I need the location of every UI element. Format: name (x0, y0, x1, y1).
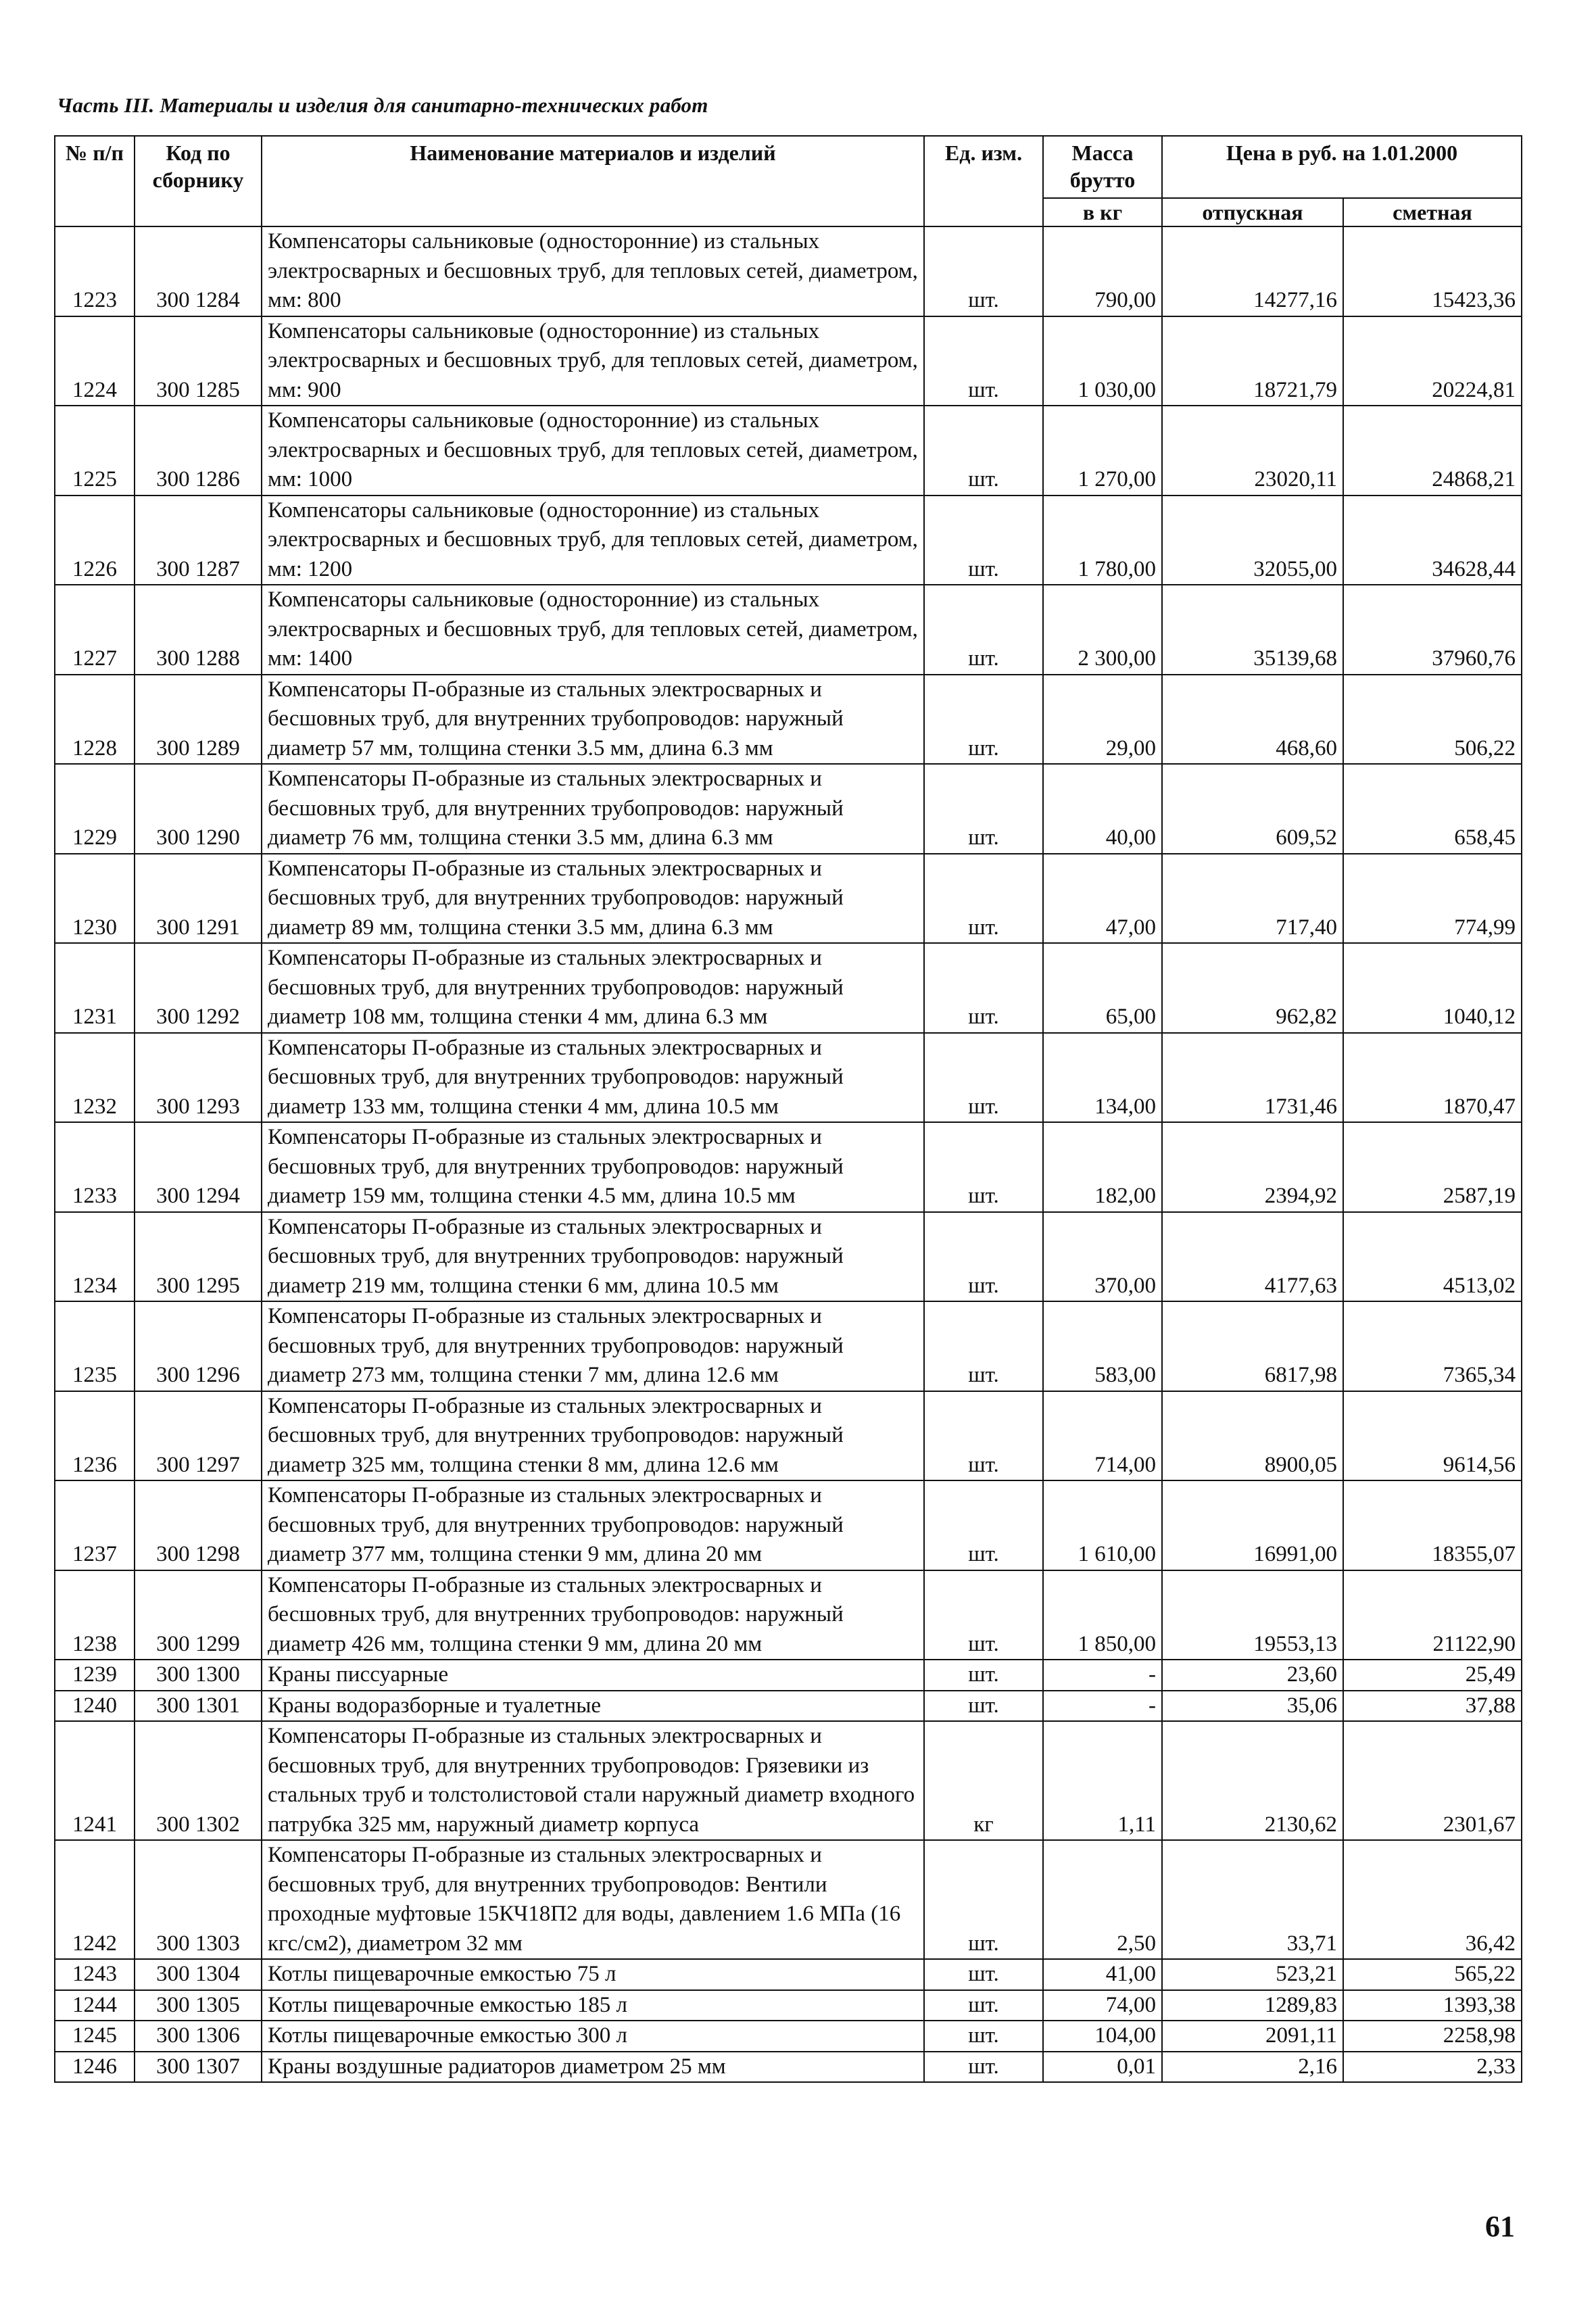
cell-mass: 583,00 (1043, 1301, 1162, 1391)
cell-price: 14277,16 (1162, 226, 1343, 316)
cell-unit: шт. (924, 1033, 1043, 1123)
cell-price: 2,16 (1162, 2052, 1343, 2083)
cell-estimate: 21122,90 (1343, 1570, 1522, 1660)
cell-estimate: 34628,44 (1343, 496, 1522, 585)
cell-name: Краны водоразборные и туалетные (262, 1691, 924, 1722)
column-header-num: № п/п (55, 136, 135, 226)
cell-unit: шт. (924, 406, 1043, 496)
table-row (55, 1033, 1522, 1123)
cell-num: 1226 (55, 496, 135, 585)
cell-price: 2130,62 (1162, 1721, 1343, 1840)
table-row (55, 1570, 1522, 1660)
cell-estimate: 9614,56 (1343, 1391, 1522, 1481)
cell-num: 1235 (55, 1301, 135, 1391)
cell-num: 1246 (55, 2052, 135, 2083)
table-row (55, 943, 1522, 1033)
cell-estimate: 2301,67 (1343, 1721, 1522, 1840)
cell-code: 300 1296 (135, 1301, 262, 1391)
cell-name: Компенсаторы сальниковые (односторонние) из стальных электросварных и бесшовных труб, для тепловых сетей, диаметром, мм: 1200 (262, 496, 924, 585)
cell-mass: 790,00 (1043, 226, 1162, 316)
cell-price: 35139,68 (1162, 585, 1343, 675)
cell-price: 523,21 (1162, 1959, 1343, 1990)
cell-num: 1233 (55, 1122, 135, 1212)
cell-name: Краны писсуарные (262, 1660, 924, 1691)
cell-price: 2394,92 (1162, 1122, 1343, 1212)
cell-price: 23,60 (1162, 1660, 1343, 1691)
column-header-unit: Ед. изм. (924, 136, 1043, 226)
cell-name: Котлы пищеварочные емкостью 75 л (262, 1959, 924, 1990)
cell-estimate: 24868,21 (1343, 406, 1522, 496)
cell-unit: шт. (924, 1691, 1043, 1722)
cell-num: 1237 (55, 1480, 135, 1570)
table-row (55, 1721, 1522, 1840)
cell-name: Компенсаторы сальниковые (односторонние) из стальных электросварных и бесшовных труб, для тепловых сетей, диаметром, мм: 800 (262, 226, 924, 316)
cell-price: 35,06 (1162, 1691, 1343, 1722)
cell-num: 1232 (55, 1033, 135, 1123)
cell-name: Компенсаторы сальниковые (односторонние) из стальных электросварных и бесшовных труб, для тепловых сетей, диаметром, мм: 900 (262, 316, 924, 406)
cell-estimate: 7365,34 (1343, 1301, 1522, 1391)
cell-estimate: 1040,12 (1343, 943, 1522, 1033)
cell-mass: 40,00 (1043, 764, 1162, 854)
cell-code: 300 1301 (135, 1691, 262, 1722)
cell-num: 1244 (55, 1990, 135, 2021)
page-number: 61 (1485, 2210, 1515, 2243)
cell-unit: шт. (924, 2052, 1043, 2083)
cell-name: Компенсаторы П-образные из стальных электросварных и бесшовных труб, для внутренних трубопроводов: наружный диаметр 76 мм, толщина стенки 3.5 мм, длина 6.3 мм (262, 764, 924, 854)
cell-mass: 370,00 (1043, 1212, 1162, 1302)
cell-estimate: 20224,81 (1343, 316, 1522, 406)
cell-name: Компенсаторы П-образные из стальных электросварных и бесшовных труб, для внутренних трубопроводов: наружный диаметр 377 мм, толщина стенки 9 мм, длина 20 мм (262, 1480, 924, 1570)
table-row (55, 1660, 1522, 1691)
table-row (55, 1301, 1522, 1391)
cell-unit: шт. (924, 2021, 1043, 2052)
cell-code: 300 1294 (135, 1122, 262, 1212)
cell-unit: шт. (924, 1660, 1043, 1691)
cell-unit: шт. (924, 1480, 1043, 1570)
cell-num: 1240 (55, 1691, 135, 1722)
cell-name: Компенсаторы П-образные из стальных электросварных и бесшовных труб, для внутренних трубопроводов: наружный диаметр 133 мм, толщина стенки 4 мм, длина 10.5 мм (262, 1033, 924, 1123)
cell-estimate: 2587,19 (1343, 1122, 1522, 1212)
cell-unit: шт. (924, 226, 1043, 316)
cell-num: 1241 (55, 1721, 135, 1840)
cell-mass: 1 610,00 (1043, 1480, 1162, 1570)
cell-estimate: 506,22 (1343, 675, 1522, 765)
cell-price: 962,82 (1162, 943, 1343, 1033)
cell-num: 1243 (55, 1959, 135, 1990)
cell-code: 300 1293 (135, 1033, 262, 1123)
cell-price: 33,71 (1162, 1840, 1343, 1959)
cell-estimate: 1393,38 (1343, 1990, 1522, 2021)
table-row (55, 764, 1522, 854)
cell-unit: шт. (924, 675, 1043, 765)
cell-unit: шт. (924, 1990, 1043, 2021)
table-row (55, 585, 1522, 675)
cell-mass: 1 850,00 (1043, 1570, 1162, 1660)
cell-code: 300 1306 (135, 2021, 262, 2052)
cell-name: Компенсаторы сальниковые (односторонние) из стальных электросварных и бесшовных труб, для тепловых сетей, диаметром, мм: 1400 (262, 585, 924, 675)
cell-estimate: 658,45 (1343, 764, 1522, 854)
cell-name: Компенсаторы П-образные из стальных электросварных и бесшовных труб, для внутренних трубопроводов: наружный диаметр 108 мм, толщина стенки 4 мм, длина 6.3 мм (262, 943, 924, 1033)
cell-unit: шт. (924, 1840, 1043, 1959)
cell-mass: 74,00 (1043, 1990, 1162, 2021)
cell-code: 300 1289 (135, 675, 262, 765)
cell-name: Компенсаторы П-образные из стальных электросварных и бесшовных труб, для внутренних трубопроводов: наружный диаметр 273 мм, толщина стенки 7 мм, длина 12.6 мм (262, 1301, 924, 1391)
cell-num: 1225 (55, 406, 135, 496)
cell-estimate: 15423,36 (1343, 226, 1522, 316)
cell-name: Компенсаторы П-образные из стальных электросварных и бесшовных труб, для внутренних трубопроводов: наружный диаметр 89 мм, толщина стенки 3.5 мм, длина 6.3 мм (262, 854, 924, 944)
cell-num: 1234 (55, 1212, 135, 1302)
cell-mass: 1 780,00 (1043, 496, 1162, 585)
cell-mass: - (1043, 1691, 1162, 1722)
cell-num: 1227 (55, 585, 135, 675)
table-row (55, 2052, 1522, 2083)
cell-unit: кг (924, 1721, 1043, 1840)
cell-unit: шт. (924, 585, 1043, 675)
cell-estimate: 18355,07 (1343, 1480, 1522, 1570)
cell-price: 4177,63 (1162, 1212, 1343, 1302)
cell-name: Компенсаторы П-образные из стальных электросварных и бесшовных труб, для внутренних трубопроводов: Грязевики из стальных труб и толстолистовой стали наружный диаметр входного патрубка 325 мм, наружный диаметр корпуса (262, 1721, 924, 1840)
cell-estimate: 1870,47 (1343, 1033, 1522, 1123)
cell-name: Компенсаторы П-образные из стальных электросварных и бесшовных труб, для внутренних трубопроводов: наружный диаметр 325 мм, толщина стенки 8 мм, длина 12.6 мм (262, 1391, 924, 1481)
cell-code: 300 1297 (135, 1391, 262, 1481)
cell-price: 468,60 (1162, 675, 1343, 765)
cell-estimate: 774,99 (1343, 854, 1522, 944)
cell-mass: 1,11 (1043, 1721, 1162, 1840)
cell-mass: 41,00 (1043, 1959, 1162, 1990)
cell-price: 609,52 (1162, 764, 1343, 854)
cell-unit: шт. (924, 316, 1043, 406)
cell-price: 19553,13 (1162, 1570, 1343, 1660)
cell-estimate: 2258,98 (1343, 2021, 1522, 2052)
cell-mass: 714,00 (1043, 1391, 1162, 1481)
table-row (55, 1959, 1522, 1990)
column-header-estimate: сметная (1343, 198, 1522, 226)
cell-num: 1236 (55, 1391, 135, 1481)
cell-name: Компенсаторы П-образные из стальных электросварных и бесшовных труб, для внутренних трубопроводов: наружный диаметр 57 мм, толщина стенки 3.5 мм, длина 6.3 мм (262, 675, 924, 765)
cell-unit: шт. (924, 764, 1043, 854)
cell-num: 1223 (55, 226, 135, 316)
cell-mass: 2 300,00 (1043, 585, 1162, 675)
cell-estimate: 37,88 (1343, 1691, 1522, 1722)
cell-code: 300 1305 (135, 1990, 262, 2021)
table-row (55, 1480, 1522, 1570)
cell-mass: 1 270,00 (1043, 406, 1162, 496)
cell-name: Котлы пищеварочные емкостью 185 л (262, 1990, 924, 2021)
cell-unit: шт. (924, 943, 1043, 1033)
column-header-name: Наименование материалов и изделий (262, 136, 924, 226)
cell-code: 300 1290 (135, 764, 262, 854)
cell-name: Компенсаторы П-образные из стальных электросварных и бесшовных труб, для внутренних трубопроводов: наружный диаметр 219 мм, толщина стенки 6 мм, длина 10.5 мм (262, 1212, 924, 1302)
column-header-mass: Масса брутто (1043, 136, 1162, 198)
cell-price: 717,40 (1162, 854, 1343, 944)
table-row (55, 675, 1522, 765)
cell-code: 300 1300 (135, 1660, 262, 1691)
cell-mass: - (1043, 1660, 1162, 1691)
cell-unit: шт. (924, 1959, 1043, 1990)
cell-estimate: 25,49 (1343, 1660, 1522, 1691)
table-row (55, 1391, 1522, 1481)
table-row (55, 2021, 1522, 2052)
cell-price: 23020,11 (1162, 406, 1343, 496)
cell-price: 16991,00 (1162, 1480, 1343, 1570)
column-header-code: Код по сборнику (135, 136, 262, 226)
cell-estimate: 565,22 (1343, 1959, 1522, 1990)
cell-price: 8900,05 (1162, 1391, 1343, 1481)
cell-price: 18721,79 (1162, 316, 1343, 406)
cell-price: 1289,83 (1162, 1990, 1343, 2021)
cell-code: 300 1302 (135, 1721, 262, 1840)
cell-num: 1230 (55, 854, 135, 944)
table-row (55, 1691, 1522, 1722)
cell-code: 300 1307 (135, 2052, 262, 2083)
page-header: Часть III. Материалы и изделия для санитарно-технических работ (57, 93, 708, 117)
cell-estimate: 36,42 (1343, 1840, 1522, 1959)
cell-code: 300 1304 (135, 1959, 262, 1990)
table-row (55, 1122, 1522, 1212)
cell-code: 300 1295 (135, 1212, 262, 1302)
cell-num: 1224 (55, 316, 135, 406)
table-row (55, 1990, 1522, 2021)
cell-mass: 0,01 (1043, 2052, 1162, 2083)
cell-price: 32055,00 (1162, 496, 1343, 585)
cell-estimate: 37960,76 (1343, 585, 1522, 675)
table-row (55, 316, 1522, 406)
column-header-price-group: Цена в руб. на 1.01.2000 (1162, 136, 1522, 198)
cell-name: Краны воздушные радиаторов диаметром 25 мм (262, 2052, 924, 2083)
cell-mass: 104,00 (1043, 2021, 1162, 2052)
cell-num: 1245 (55, 2021, 135, 2052)
column-header-price: отпускная (1162, 198, 1343, 226)
cell-mass: 29,00 (1043, 675, 1162, 765)
cell-mass: 182,00 (1043, 1122, 1162, 1212)
cell-code: 300 1291 (135, 854, 262, 944)
cell-unit: шт. (924, 854, 1043, 944)
table-row (55, 1840, 1522, 1959)
cell-code: 300 1299 (135, 1570, 262, 1660)
table-row (55, 406, 1522, 496)
cell-name: Котлы пищеварочные емкостью 300 л (262, 2021, 924, 2052)
cell-unit: шт. (924, 1122, 1043, 1212)
table-row (55, 1212, 1522, 1302)
cell-name: Компенсаторы сальниковые (односторонние) из стальных электросварных и бесшовных труб, для тепловых сетей, диаметром, мм: 1000 (262, 406, 924, 496)
cell-code: 300 1288 (135, 585, 262, 675)
cell-name: Компенсаторы П-образные из стальных электросварных и бесшовных труб, для внутренних трубопроводов: Вентили проходные муфтовые 15КЧ18П2 для воды, давлением 1.6 МПа (16 кгс/см2), диаметром 32 мм (262, 1840, 924, 1959)
table-body (55, 226, 1522, 2082)
cell-code: 300 1284 (135, 226, 262, 316)
cell-price: 1731,46 (1162, 1033, 1343, 1123)
cell-mass: 65,00 (1043, 943, 1162, 1033)
cell-unit: шт. (924, 1301, 1043, 1391)
cell-code: 300 1303 (135, 1840, 262, 1959)
cell-num: 1238 (55, 1570, 135, 1660)
price-table (54, 135, 1522, 2083)
column-header-mass-unit: в кг (1043, 198, 1162, 226)
cell-price: 2091,11 (1162, 2021, 1343, 2052)
cell-name: Компенсаторы П-образные из стальных электросварных и бесшовных труб, для внутренних трубопроводов: наружный диаметр 159 мм, толщина стенки 4.5 мм, длина 10.5 мм (262, 1122, 924, 1212)
cell-code: 300 1292 (135, 943, 262, 1033)
cell-code: 300 1285 (135, 316, 262, 406)
cell-unit: шт. (924, 1391, 1043, 1481)
cell-mass: 1 030,00 (1043, 316, 1162, 406)
cell-num: 1242 (55, 1840, 135, 1959)
cell-price: 6817,98 (1162, 1301, 1343, 1391)
cell-num: 1229 (55, 764, 135, 854)
cell-num: 1228 (55, 675, 135, 765)
cell-mass: 134,00 (1043, 1033, 1162, 1123)
cell-code: 300 1286 (135, 406, 262, 496)
cell-estimate: 4513,02 (1343, 1212, 1522, 1302)
cell-num: 1231 (55, 943, 135, 1033)
cell-name: Компенсаторы П-образные из стальных электросварных и бесшовных труб, для внутренних трубопроводов: наружный диаметр 426 мм, толщина стенки 9 мм, длина 20 мм (262, 1570, 924, 1660)
cell-code: 300 1287 (135, 496, 262, 585)
table-row (55, 854, 1522, 944)
table-row (55, 226, 1522, 316)
cell-code: 300 1298 (135, 1480, 262, 1570)
cell-mass: 2,50 (1043, 1840, 1162, 1959)
cell-unit: шт. (924, 1212, 1043, 1302)
cell-unit: шт. (924, 1570, 1043, 1660)
cell-unit: шт. (924, 496, 1043, 585)
cell-mass: 47,00 (1043, 854, 1162, 944)
cell-num: 1239 (55, 1660, 135, 1691)
table-row (55, 496, 1522, 585)
cell-estimate: 2,33 (1343, 2052, 1522, 2083)
